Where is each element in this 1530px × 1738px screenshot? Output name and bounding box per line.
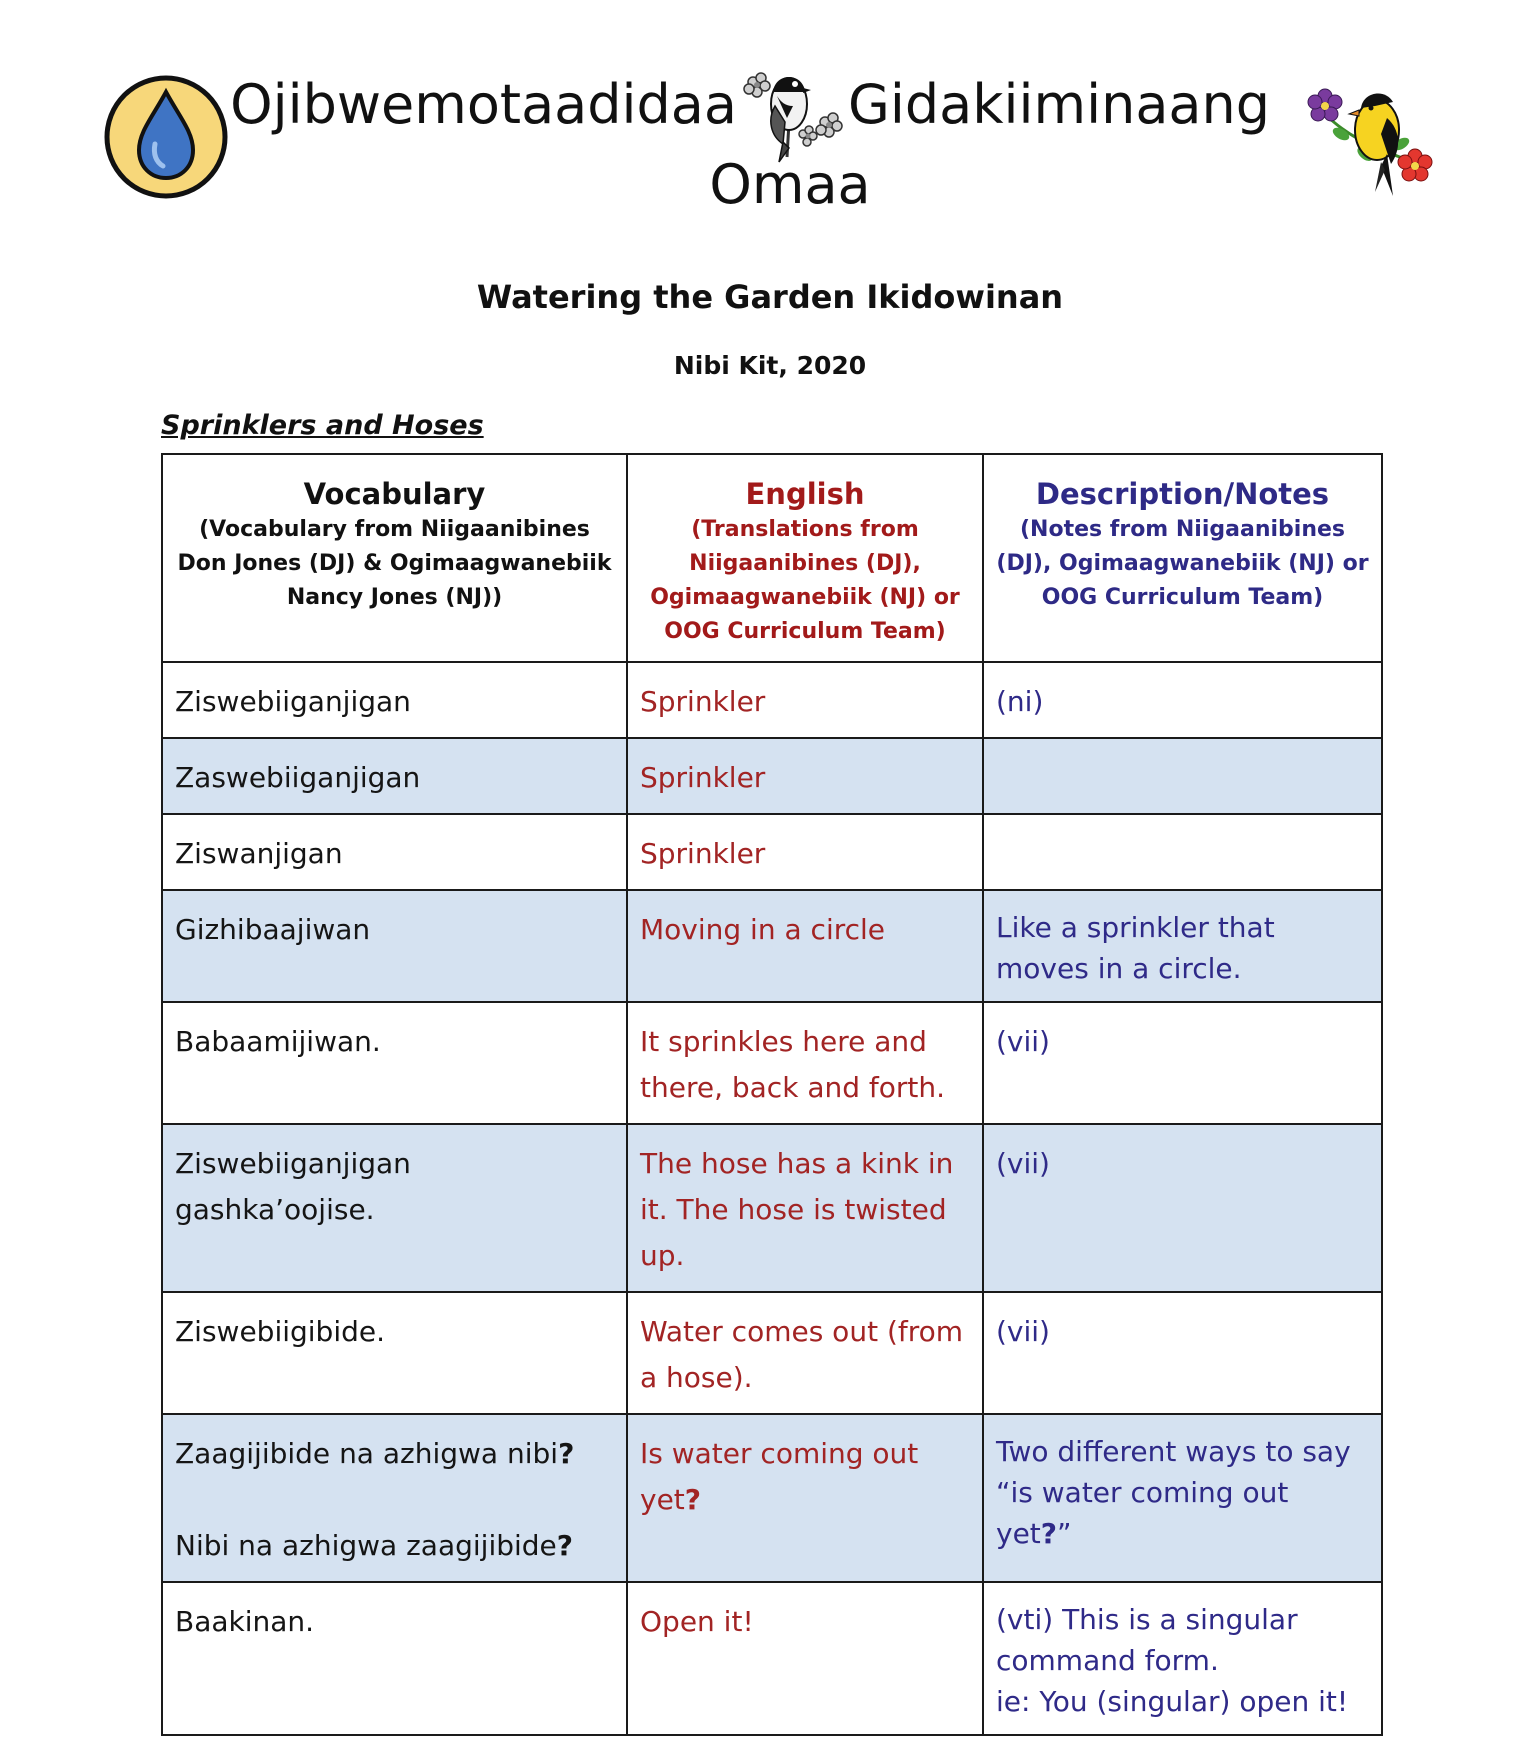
table-row xyxy=(162,1002,1382,1124)
notes-cell xyxy=(983,1414,1382,1582)
english-column-header xyxy=(627,454,983,662)
table-row xyxy=(162,738,1382,814)
header-word-ojibwemotaadidaa: Ojibwemotaadidaa xyxy=(230,73,737,136)
notes-cell xyxy=(983,814,1382,890)
notes-header-title: Description/Notes xyxy=(1035,477,1330,511)
vocabulary-cell: Ziswanjigan xyxy=(162,814,627,890)
english-cell: Water comes out (from a hose). xyxy=(627,1292,983,1414)
english-cell: Sprinkler xyxy=(627,738,983,814)
notes-header-subtitle: (Notes from Niigaanibines (DJ), Ogimaagwanebiik (NJ) or OOG Curriculum Team) xyxy=(996,517,1369,610)
document-subtitle: Nibi Kit, 2020 xyxy=(673,351,867,380)
english-header-title: English xyxy=(745,477,865,511)
notes-column-header xyxy=(983,454,1382,662)
notes-cell: (ni) xyxy=(983,662,1382,738)
vocabulary-header-title: Vocabulary xyxy=(303,477,486,511)
vocabulary-table xyxy=(161,453,1383,1736)
vocabulary-cell: Ziswebiiganjigan gashka’oojise. xyxy=(162,1124,627,1292)
header-word-gidakiiminaang: Gidakiiminaang xyxy=(848,73,1271,136)
vocabulary-header-subtitle: (Vocabulary from Niigaanibines Don Jones (DJ) & Ogimaagwanebiik Nancy Jones (NJ)) xyxy=(177,517,612,610)
vocabulary-line: Nibi na azhigwa zaagijibide xyxy=(175,1529,557,1562)
notes-cell xyxy=(983,738,1382,814)
english-cell: Open it! xyxy=(627,1582,983,1735)
notes-cell: Like a sprinkler that moves in a circle. xyxy=(983,890,1382,1002)
table-row xyxy=(162,1124,1382,1292)
vocabulary-cell: Babaamijiwan. xyxy=(162,1002,627,1124)
question-mark: ? xyxy=(684,1483,702,1516)
table-row xyxy=(162,814,1382,890)
page-header xyxy=(0,0,1530,230)
table-header-row xyxy=(162,454,1382,662)
table-row xyxy=(162,1582,1382,1735)
english-cell: Sprinkler xyxy=(627,814,983,890)
vocabulary-cell: Ziswebiigibide. xyxy=(162,1292,627,1414)
english-cell: The hose has a kink in it. The hose is twisted up. xyxy=(627,1124,983,1292)
notes-text: ie: You (singular) open it! xyxy=(996,1685,1349,1718)
line-gap xyxy=(175,1477,614,1523)
header-word-omaa: Omaa xyxy=(709,153,871,216)
english-cell xyxy=(627,1414,983,1582)
table-row xyxy=(162,662,1382,738)
closing-quote: ” xyxy=(1057,1517,1072,1550)
english-cell: It sprinkles here and there, back and forth. xyxy=(627,1002,983,1124)
notes-text: Two different ways to say “is water coming out yet xyxy=(996,1435,1351,1550)
goldfinch-flowers-icon xyxy=(1305,74,1440,204)
question-mark: ? xyxy=(558,1437,575,1470)
vocabulary-cell: Zaswebiiganjigan xyxy=(162,738,627,814)
notes-cell xyxy=(983,1582,1382,1735)
notes-cell: (vii) xyxy=(983,1002,1382,1124)
table-row xyxy=(162,1292,1382,1414)
vocabulary-cell xyxy=(162,1414,627,1582)
section-heading: Sprinklers and Hoses xyxy=(161,410,484,441)
vocabulary-column-header xyxy=(162,454,627,662)
english-cell: Moving in a circle xyxy=(627,890,983,1002)
notes-text: (vti) This is a singular command form. xyxy=(996,1603,1298,1677)
question-mark: ? xyxy=(1040,1517,1058,1550)
document-title: Watering the Garden Ikidowinan xyxy=(476,278,1064,316)
english-cell: Sprinkler xyxy=(627,662,983,738)
vocabulary-cell: Ziswebiiganjigan xyxy=(162,662,627,738)
table-row xyxy=(162,890,1382,1002)
notes-cell: (vii) xyxy=(983,1124,1382,1292)
english-header-subtitle: (Translations from Niigaanibines (DJ), Ogimaagwanebiik (NJ) or OOG Curriculum Team) xyxy=(650,517,960,644)
table-row xyxy=(162,1414,1382,1582)
question-mark: ? xyxy=(556,1529,574,1562)
vocabulary-line: Zaagijibide na azhigwa nibi xyxy=(175,1437,559,1470)
english-text: Is water coming out yet xyxy=(640,1437,919,1516)
notes-cell: (vii) xyxy=(983,1292,1382,1414)
vocabulary-cell: Gizhibaajiwan xyxy=(162,890,627,1002)
vocabulary-cell: Baakinan. xyxy=(162,1582,627,1735)
